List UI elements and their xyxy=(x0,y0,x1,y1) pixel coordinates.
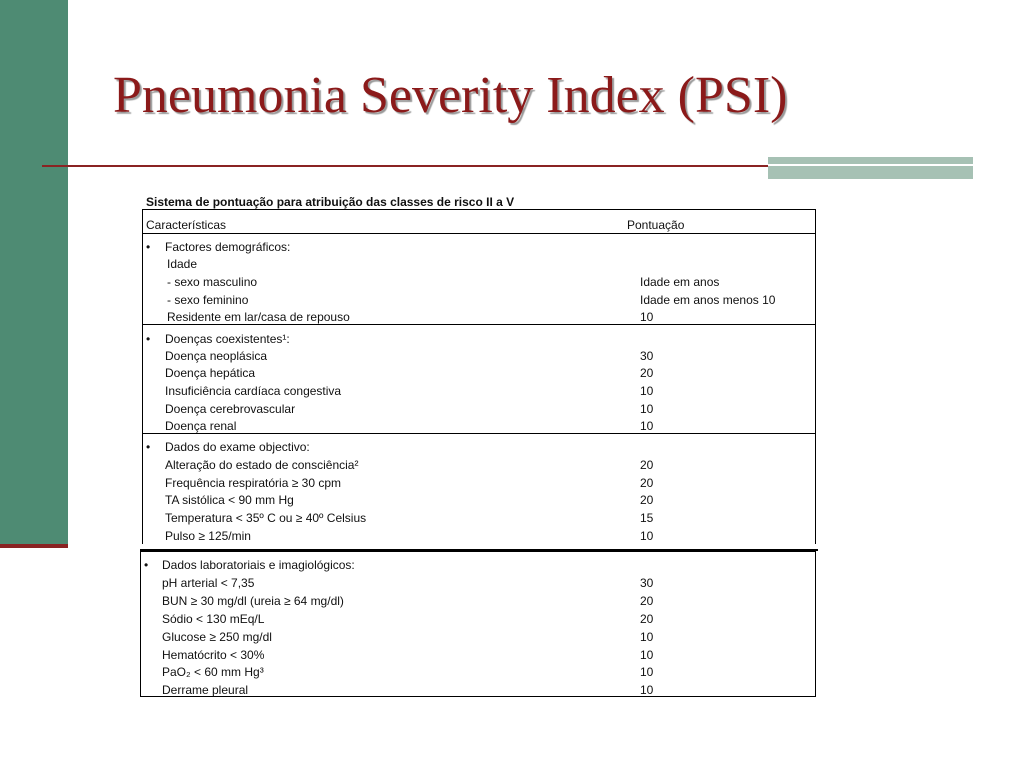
row-value: 20 xyxy=(640,476,654,490)
row-value: 10 xyxy=(640,648,654,662)
bullet-icon: • xyxy=(146,240,151,254)
row-value: 30 xyxy=(640,576,654,590)
section-title-lab: Dados laboratoriais e imagiológicos: xyxy=(162,558,355,572)
row-label: - sexo feminino xyxy=(167,293,249,307)
row-value: 20 xyxy=(640,458,654,472)
bullet-icon: • xyxy=(146,332,151,346)
row-value: 30 xyxy=(640,349,654,363)
section-title-physical-exam: Dados do exame objectivo: xyxy=(165,440,310,454)
header-characteristics: Características xyxy=(146,218,227,232)
row-value: Idade em anos menos 10 xyxy=(640,293,776,307)
row-label: Doença renal xyxy=(165,419,237,433)
header-score: Pontuação xyxy=(627,218,685,232)
row-value: 10 xyxy=(640,419,654,433)
row-value: 10 xyxy=(640,665,654,679)
row-value: 20 xyxy=(640,366,654,380)
section-rule xyxy=(142,324,816,325)
table-right-border xyxy=(815,209,816,544)
row-label: Doença hepática xyxy=(165,366,256,380)
row-label: Residente em lar/casa de repouso xyxy=(167,310,350,324)
row-label: TA sistólica < 90 mm Hg xyxy=(165,493,294,507)
row-value: 20 xyxy=(640,612,654,626)
row-value: 10 xyxy=(640,529,654,543)
row-label: pH arterial < 7,35 xyxy=(162,576,255,590)
row-label: BUN ≥ 30 mg/dl (ureia ≥ 64 mg/dl) xyxy=(162,594,344,608)
row-value: 10 xyxy=(640,384,654,398)
row-label: Alteração do estado de consciência² xyxy=(165,458,359,472)
row-label: - sexo masculino xyxy=(167,275,258,289)
row-label: Idade xyxy=(167,257,198,271)
title-deco-block xyxy=(768,157,973,179)
row-value: 20 xyxy=(640,594,654,608)
row-label: Hematócrito < 30% xyxy=(162,648,265,662)
section-title-comorbidities: Doenças coexistentes¹: xyxy=(165,332,290,346)
bullet-icon: • xyxy=(146,440,151,454)
section-rule xyxy=(142,433,816,434)
row-label: Glucose ≥ 250 mg/dl xyxy=(162,630,272,644)
title-deco-line xyxy=(768,164,973,166)
row-label: Pulso ≥ 125/min xyxy=(165,529,251,543)
row-label: Doença neoplásica xyxy=(165,349,268,363)
row-value: 10 xyxy=(640,310,654,324)
slide-title: Pneumonia Severity Index (PSI) xyxy=(113,67,788,124)
row-value: 10 xyxy=(640,402,654,416)
row-label: Sódio < 130 mEq/L xyxy=(162,612,265,626)
section-title-demographic: Factores demográficos: xyxy=(165,240,291,254)
row-label: Derrame pleural xyxy=(162,683,249,697)
sidebar-accent-line xyxy=(0,544,68,548)
row-label: Insuficiência cardíaca congestiva xyxy=(165,384,342,398)
header-rule xyxy=(142,233,816,234)
table-caption: Sistema de pontuação para atribuição das classes de risco II a V xyxy=(146,195,515,209)
row-value: 20 xyxy=(640,493,654,507)
row-label: Doença cerebrovascular xyxy=(165,402,296,416)
row-value: Idade em anos xyxy=(640,275,720,289)
row-label: PaO₂ < 60 mm Hg³ xyxy=(162,665,264,679)
row-label: Temperatura < 35º C ou ≥ 40º Celsius xyxy=(165,511,367,525)
bullet-icon: • xyxy=(144,558,149,572)
row-value: 15 xyxy=(640,511,654,525)
row-value: 10 xyxy=(640,683,654,697)
title-divider xyxy=(42,165,768,167)
row-value: 10 xyxy=(640,630,654,644)
row-label: Frequência respiratória ≥ 30 cpm xyxy=(165,476,341,490)
sidebar-decoration xyxy=(0,0,68,548)
table-left-border xyxy=(142,209,143,544)
table-top-border xyxy=(142,209,816,210)
